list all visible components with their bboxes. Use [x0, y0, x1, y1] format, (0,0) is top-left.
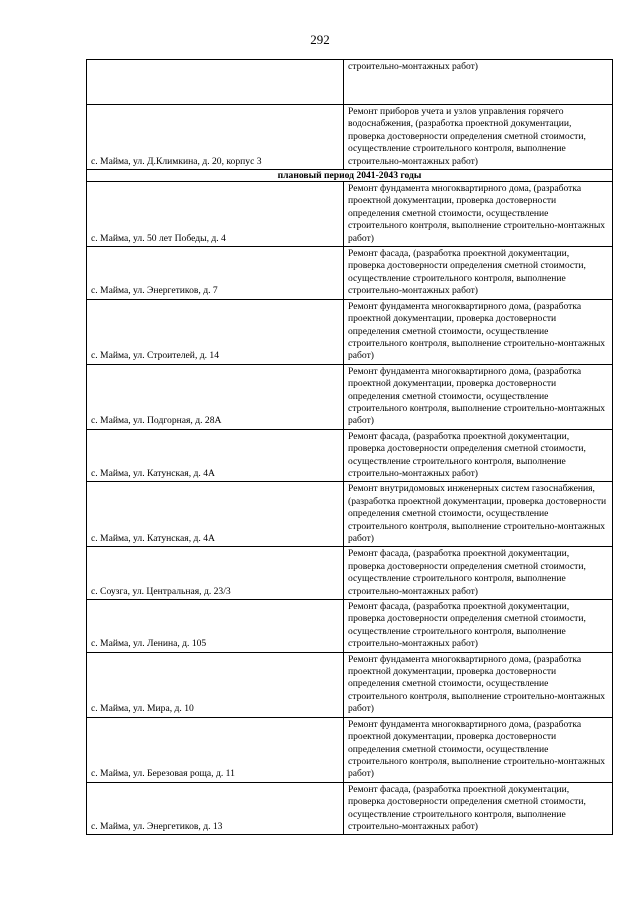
table-row: [87, 182, 613, 247]
address-cell: [87, 60, 344, 105]
table-row: [87, 782, 613, 835]
table-row: [87, 652, 613, 717]
address-cell: с. Майма, ул. Мира, д. 10: [87, 652, 344, 717]
page-number: 292: [310, 32, 330, 47]
work-cell: Ремонт фасада, (разработка проектной документации, проверка достоверности определения сметной стоимости, осуществление строительного контроля, выполнение строительно-монтажных работ): [344, 600, 613, 653]
address-cell: с. Майма, ул. Д.Климкина, д. 20, корпус 3: [87, 105, 344, 170]
address-cell: с. Майма, ул. Катунская, д. 4А: [87, 482, 344, 547]
work-cell: Ремонт фундамента многоквартирного дома, (разработка проектной документации, проверка достоверности определения сметной стоимости, осуществление строительного контроля, выполнение строительно-монтажных работ): [344, 182, 613, 247]
table-row: [87, 547, 613, 600]
table-row: [87, 717, 613, 782]
address-cell: с. Майма, ул. Энергетиков, д. 7: [87, 247, 344, 300]
repair-schedule-table: [86, 59, 613, 835]
address-cell: с. Соузга, ул. Центральная, д. 23/3: [87, 547, 344, 600]
table-row: [87, 60, 613, 105]
work-cell: Ремонт приборов учета и узлов управления горячего водоснабжения, (разработка проектной документации, проверка достоверности определения сметной стоимости, осуществление строительного контроля, выполнение строительно-монтажных работ): [344, 105, 613, 170]
table-row: [87, 105, 613, 170]
address-cell: с. Майма, ул. Энергетиков, д. 13: [87, 782, 344, 835]
table-row: [87, 364, 613, 429]
address-cell: с. Майма, ул. Березовая роща, д. 11: [87, 717, 344, 782]
work-cell: Ремонт фасада, (разработка проектной документации, проверка достоверности определения сметной стоимости, осуществление строительного контроля, выполнение строительно-монтажных работ): [344, 782, 613, 835]
period-heading-row: [87, 170, 613, 182]
period-heading: плановый период 2041-2043 годы: [87, 170, 613, 182]
table-row: [87, 247, 613, 300]
address-cell: с. Майма, ул. 50 лет Победы, д. 4: [87, 182, 344, 247]
address-cell: с. Майма, ул. Строителей, д. 14: [87, 299, 344, 364]
work-cell: Ремонт фасада, (разработка проектной документации, проверка достоверности определения сметной стоимости, осуществление строительного контроля, выполнение строительно-монтажных работ): [344, 247, 613, 300]
address-cell: с. Майма, ул. Катунская, д. 4А: [87, 429, 344, 482]
table-row: [87, 600, 613, 653]
address-cell: с. Майма, ул. Ленина, д. 105: [87, 600, 344, 653]
work-cell: Ремонт фундамента многоквартирного дома, (разработка проектной документации, проверка достоверности определения сметной стоимости, осуществление строительного контроля, выполнение строительно-монтажных работ): [344, 364, 613, 429]
work-cell: Ремонт фундамента многоквартирного дома, (разработка проектной документации, проверка достоверности определения сметной стоимости, осуществление строительного контроля, выполнение строительно-монтажных работ): [344, 717, 613, 782]
table-row: [87, 482, 613, 547]
table-row: [87, 429, 613, 482]
address-cell: с. Майма, ул. Подгорная, д. 28А: [87, 364, 344, 429]
work-cell: Ремонт фасада, (разработка проектной документации, проверка достоверности определения сметной стоимости, осуществление строительного контроля, выполнение строительно-монтажных работ): [344, 429, 613, 482]
work-cell: строительно-монтажных работ): [344, 60, 613, 105]
work-cell: Ремонт фундамента многоквартирного дома, (разработка проектной документации, проверка достоверности определения сметной стоимости, осуществление строительного контроля, выполнение строительно-монтажных работ): [344, 652, 613, 717]
table-row: [87, 299, 613, 364]
work-cell: Ремонт внутридомовых инженерных систем газоснабжения, (разработка проектной документации, проверка достоверности определения сметной стоимости, осуществление строительного контроля, выполнение строительно-монтажных работ): [344, 482, 613, 547]
work-cell: Ремонт фундамента многоквартирного дома, (разработка проектной документации, проверка достоверности определения сметной стоимости, осуществление строительного контроля, выполнение строительно-монтажных работ): [344, 299, 613, 364]
work-cell: Ремонт фасада, (разработка проектной документации, проверка достоверности определения сметной стоимости, осуществление строительного контроля, выполнение строительно-монтажных работ): [344, 547, 613, 600]
